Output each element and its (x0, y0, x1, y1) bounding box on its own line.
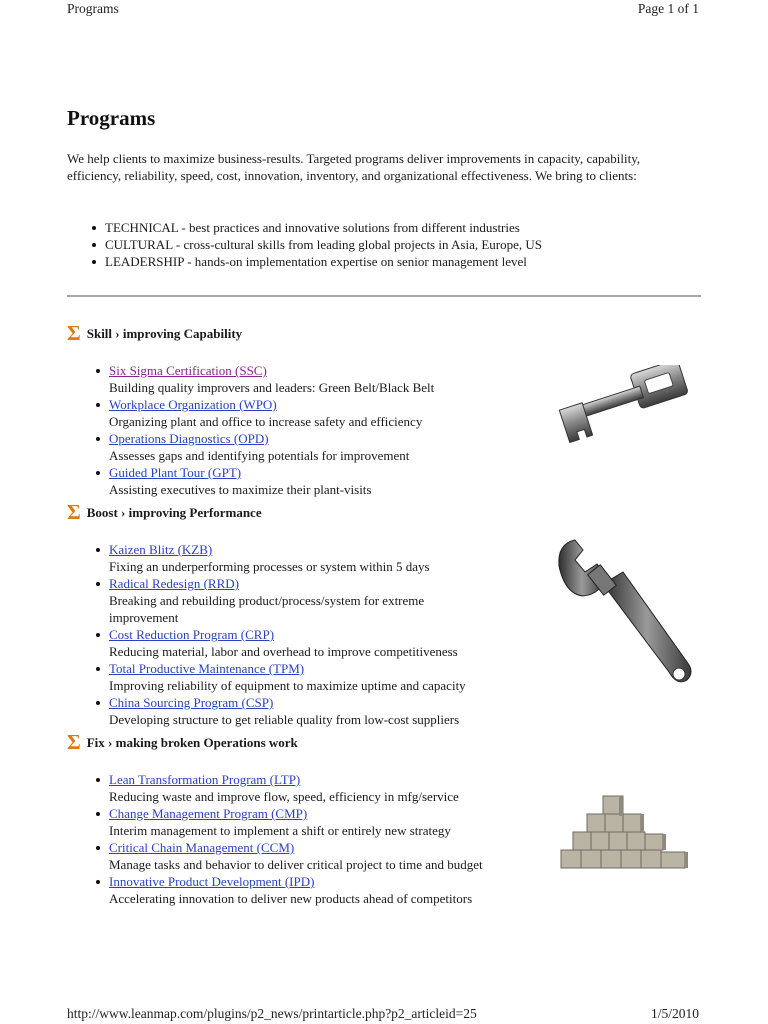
link-guided-plant-tour[interactable]: Guided Plant Tour (GPT) (109, 465, 242, 480)
link-change-management-program[interactable]: Change Management Program (CMP) (109, 806, 308, 821)
link-total-productive-maintenance[interactable]: Total Productive Maintenance (TPM) (109, 661, 305, 676)
key-image (555, 365, 700, 445)
link-kaizen-blitz[interactable]: Kaizen Blitz (KZB) (109, 542, 213, 557)
wrench-image (553, 536, 698, 694)
list-item (91, 660, 541, 694)
item-description: Accelerating innovation to deliver new products ahead of competitors (109, 891, 473, 906)
capability-bullets (87, 219, 687, 270)
blocks-image (557, 790, 697, 872)
page-title: Programs (67, 106, 156, 130)
boost-program-list (91, 541, 541, 728)
link-china-sourcing-program[interactable]: China Sourcing Program (CSP) (109, 695, 274, 710)
link-operations-diagnostics[interactable]: Operations Diagnostics (OPD) (109, 431, 269, 446)
item-description: Improving reliability of equipment to maximize uptime and capacity (109, 678, 466, 693)
link-critical-chain-management[interactable]: Critical Chain Management (CCM) (109, 840, 295, 855)
intro-paragraph: We help clients to maximize business-results. Targeted programs deliver improvements in capacity, capability, efficiency, reliability, speed, cost, innovation, inventory, and organizational effectiveness. We bring to clients: (67, 151, 641, 183)
link-innovative-product-development[interactable]: Innovative Product Development (IPD) (109, 874, 315, 889)
list-item (91, 805, 541, 839)
link-workplace-organization[interactable]: Workplace Organization (WPO) (109, 397, 277, 412)
section-title-text: Fix › making broken Operations work (86, 735, 298, 750)
list-item (91, 626, 541, 660)
list-item (91, 771, 541, 805)
list-item (91, 362, 541, 396)
list-item (91, 694, 541, 728)
print-header-page: Page 1 of 1 (637, 1, 699, 16)
item-description: Assesses gaps and identifying potentials for improvement (109, 448, 410, 463)
item-description: Reducing material, labor and overhead to improve competitiveness (109, 644, 458, 659)
divider (67, 295, 701, 297)
list-item (91, 430, 541, 464)
sigma-icon: Σ (67, 321, 81, 345)
list-item (91, 541, 541, 575)
sigma-icon: Σ (67, 500, 81, 524)
link-lean-transformation-program[interactable]: Lean Transformation Program (LTP) (109, 772, 301, 787)
list-item (91, 575, 541, 626)
section-title-skill (67, 323, 242, 344)
item-description: Interim management to implement a shift or entirely new strategy (109, 823, 451, 838)
skill-program-list (91, 362, 541, 498)
list-item (91, 396, 541, 430)
section-title-fix (67, 732, 298, 753)
item-description: Fixing an underperforming processes or system within 5 days (109, 559, 430, 574)
print-footer-url: http://www.leanmap.com/plugins/p2_news/printarticle.php?p2_articleid=25 (67, 1006, 477, 1021)
section-title-text: Boost › improving Performance (86, 505, 262, 520)
item-description: Manage tasks and behavior to deliver critical project to time and budget (109, 857, 483, 872)
fix-program-list (91, 771, 541, 907)
bullet-technical: TECHNICAL - best practices and innovative solutions from different industries (87, 219, 687, 236)
list-item (91, 839, 541, 873)
bullet-leadership: LEADERSHIP - hands-on implementation expertise on senior management level (87, 253, 687, 270)
link-cost-reduction-program[interactable]: Cost Reduction Program (CRP) (109, 627, 275, 642)
item-description: Organizing plant and office to increase safety and efficiency (109, 414, 423, 429)
list-item (91, 873, 541, 907)
sigma-icon: Σ (67, 730, 81, 754)
item-description: Assisting executives to maximize their plant-visits (109, 482, 372, 497)
item-description: Reducing waste and improve flow, speed, efficiency in mfg/service (109, 789, 459, 804)
print-header-title: Programs (67, 1, 119, 16)
item-description: Developing structure to get reliable quality from low-cost suppliers (109, 712, 460, 727)
item-description: Breaking and rebuilding product/process/system for extreme improvement (109, 593, 425, 625)
print-footer-date: 1/5/2010 (650, 1006, 699, 1021)
item-description: Building quality improvers and leaders: Green Belt/Black Belt (109, 380, 435, 395)
link-six-sigma-certification[interactable]: Six Sigma Certification (SSC) (109, 363, 267, 378)
section-title-boost (67, 502, 262, 523)
link-radical-redesign[interactable]: Radical Redesign (RRD) (109, 576, 239, 591)
list-item (91, 464, 541, 498)
section-title-text: Skill › improving Capability (86, 326, 243, 341)
bullet-cultural: CULTURAL - cross-cultural skills from leading global projects in Asia, Europe, US (87, 236, 687, 253)
